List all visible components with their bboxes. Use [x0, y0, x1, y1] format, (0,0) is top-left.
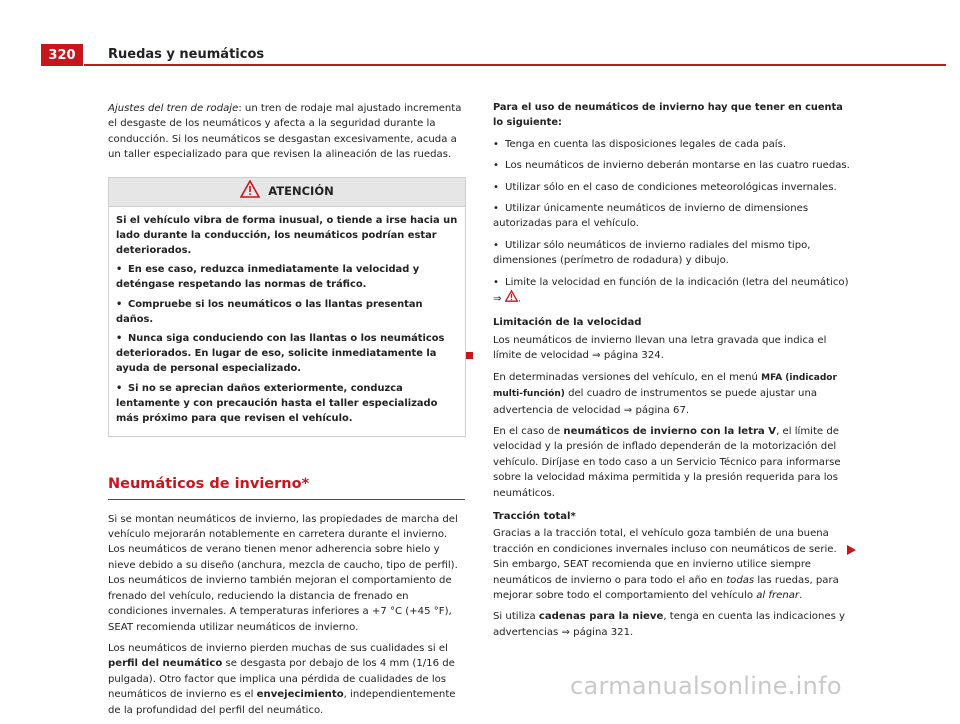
- intro-paragraph: [108, 101, 465, 163]
- warning-body: [109, 207, 465, 437]
- warning-triangle-icon: [240, 180, 260, 202]
- use-bullet: • Tenga en cuenta las disposiciones legales de cada país.: [493, 138, 787, 150]
- speed-paragraph: Los neumáticos de invierno llevan una letra gravada que indica el límite de velocidad ⇒ página 324.: [493, 334, 827, 362]
- page-header-title: Ruedas y neumáticos: [108, 47, 265, 62]
- warning-header: [109, 178, 465, 207]
- warning-item: • Si no se aprecian daños exteriormente, conduzca lentamente y con precaución hasta el taller especializado más próximo para que revisen el vehículo.: [116, 382, 438, 425]
- intro-italic: Ajustes del tren de rodaje: [108, 103, 239, 114]
- winter-tyres-paragraph: Si se montan neumáticos de invierno, las propiedades de marcha del vehículo mejorarán notablemente en carretera durante el invierno. Los neumáticos de verano tienen menor adherencia sobre hielo y nieve debido a su diseño (anchura, mezcla de caucho, tipo de perfil). Los neumáticos de invierno también mejoran el comportamiento de frenado del vehículo, reduciendo la distancia de frenado en condiciones invernales. A temperaturas inferiores a +7 °C (+45 °F), SEAT recomienda utilizar neumáticos de invierno.: [108, 513, 458, 633]
- use-bullet: • Utilizar sólo en el caso de condiciones meteorológicas invernales.: [493, 181, 837, 193]
- warning-item: • Nunca siga conduciendo con las llantas o los neumáticos deteriorados. En lugar de eso, solicite inmediatamente la ayuda de personal especializado.: [116, 333, 445, 375]
- mfa-paragraph: En determinadas versiones del vehículo, en el menú MFA (indicador multi-función) del cuadro de instrumentos se puede ajustar una advertencia de velocidad ⇒ página 67.: [493, 371, 837, 416]
- warning-box: [108, 177, 466, 438]
- use-bullet: • Limite la velocidad en función de la indicación (letra del neumático) ⇒ .: [493, 275, 853, 308]
- use-bullet: • Utilizar sólo neumáticos de invierno radiales del mismo tipo, dimensiones (perímetro de rodadura) y dibujo.: [493, 239, 811, 267]
- use-bullet: • Los neumáticos de invierno deberán montarse en las cuatro ruedas.: [493, 160, 850, 172]
- speed-heading: Limitación de la velocidad: [493, 317, 642, 329]
- use-bullet: • Utilizar únicamente neumáticos de invierno de dimensiones autorizadas para el vehículo.: [493, 203, 809, 230]
- intro-text: : un tren de rodaje mal ajustado incrementa el desgaste de los neumáticos y afecta a la seguridad durante la conducción. Si los neumáticos se desgastan excesivamente, acuda a un taller especializado para que revisen la alineación de las ruedas.: [108, 103, 462, 161]
- warning-item: • En ese caso, reduzca inmediatamente la velocidad y deténgase respetando las normas de tráfico.: [116, 264, 420, 291]
- end-marker: [466, 352, 473, 359]
- traction-paragraph: Gracias a la tracción total, el vehículo goza también de una buena tracción en condiciones invernales incluso con neumáticos de serie. Sin embargo, SEAT recomienda que en invierno utilice siempre neumáticos de invierno o para todo el año en todas las ruedas, para mejorar sobre todo el comportamiento del vehículo al frenar.: [493, 528, 839, 601]
- right-column: [493, 100, 853, 646]
- header-rule: [84, 64, 946, 66]
- warning-item: • Compruebe si los neumáticos o las llantas presentan daños.: [116, 298, 423, 325]
- letter-v-paragraph: En el caso de neumáticos de invierno con la letra V, el límite de velocidad y la presión de inflado dependerán de la motorización del vehículo. Diríjase en todo caso a un Servicio Técnico para informarse sobre la velocidad máxima permitida y la presión requerida para los neumáticos.: [493, 425, 841, 499]
- left-column: [108, 101, 465, 724]
- warning-lead: Si el vehículo vibra de forma inusual, o tiende a irse hacia un lado durante la conducción, los neumáticos podrían estar deteriorados.: [116, 214, 458, 257]
- page-number: 320: [41, 44, 83, 66]
- tread-paragraph: Los neumáticos de invierno pierden muchas de sus cualidades si el perfil del neumático se desgasta por debajo de los 4 mm (1/16 de pulgada). Otro factor que implica una pérdida de cualidades de los neumáticos de invierno es el envejecimiento, independientemente de la profundidad del perfil del neumático.: [108, 642, 456, 716]
- traction-heading: Tracción total*: [493, 510, 576, 522]
- warning-ref-icon[interactable]: [505, 290, 518, 307]
- chains-paragraph: Si utiliza cadenas para la nieve, tenga en cuenta las indicaciones y advertencias ⇒ página 321.: [493, 611, 846, 638]
- use-heading: Para el uso de neumáticos de invierno hay que tener en cuenta lo siguiente:: [493, 102, 843, 129]
- warning-title: ATENCIÓN: [268, 183, 334, 198]
- watermark: carmanualsonline.info: [570, 672, 842, 700]
- next-page-arrow-icon[interactable]: [847, 545, 856, 555]
- section-title: Neumáticos de invierno*: [108, 477, 465, 499]
